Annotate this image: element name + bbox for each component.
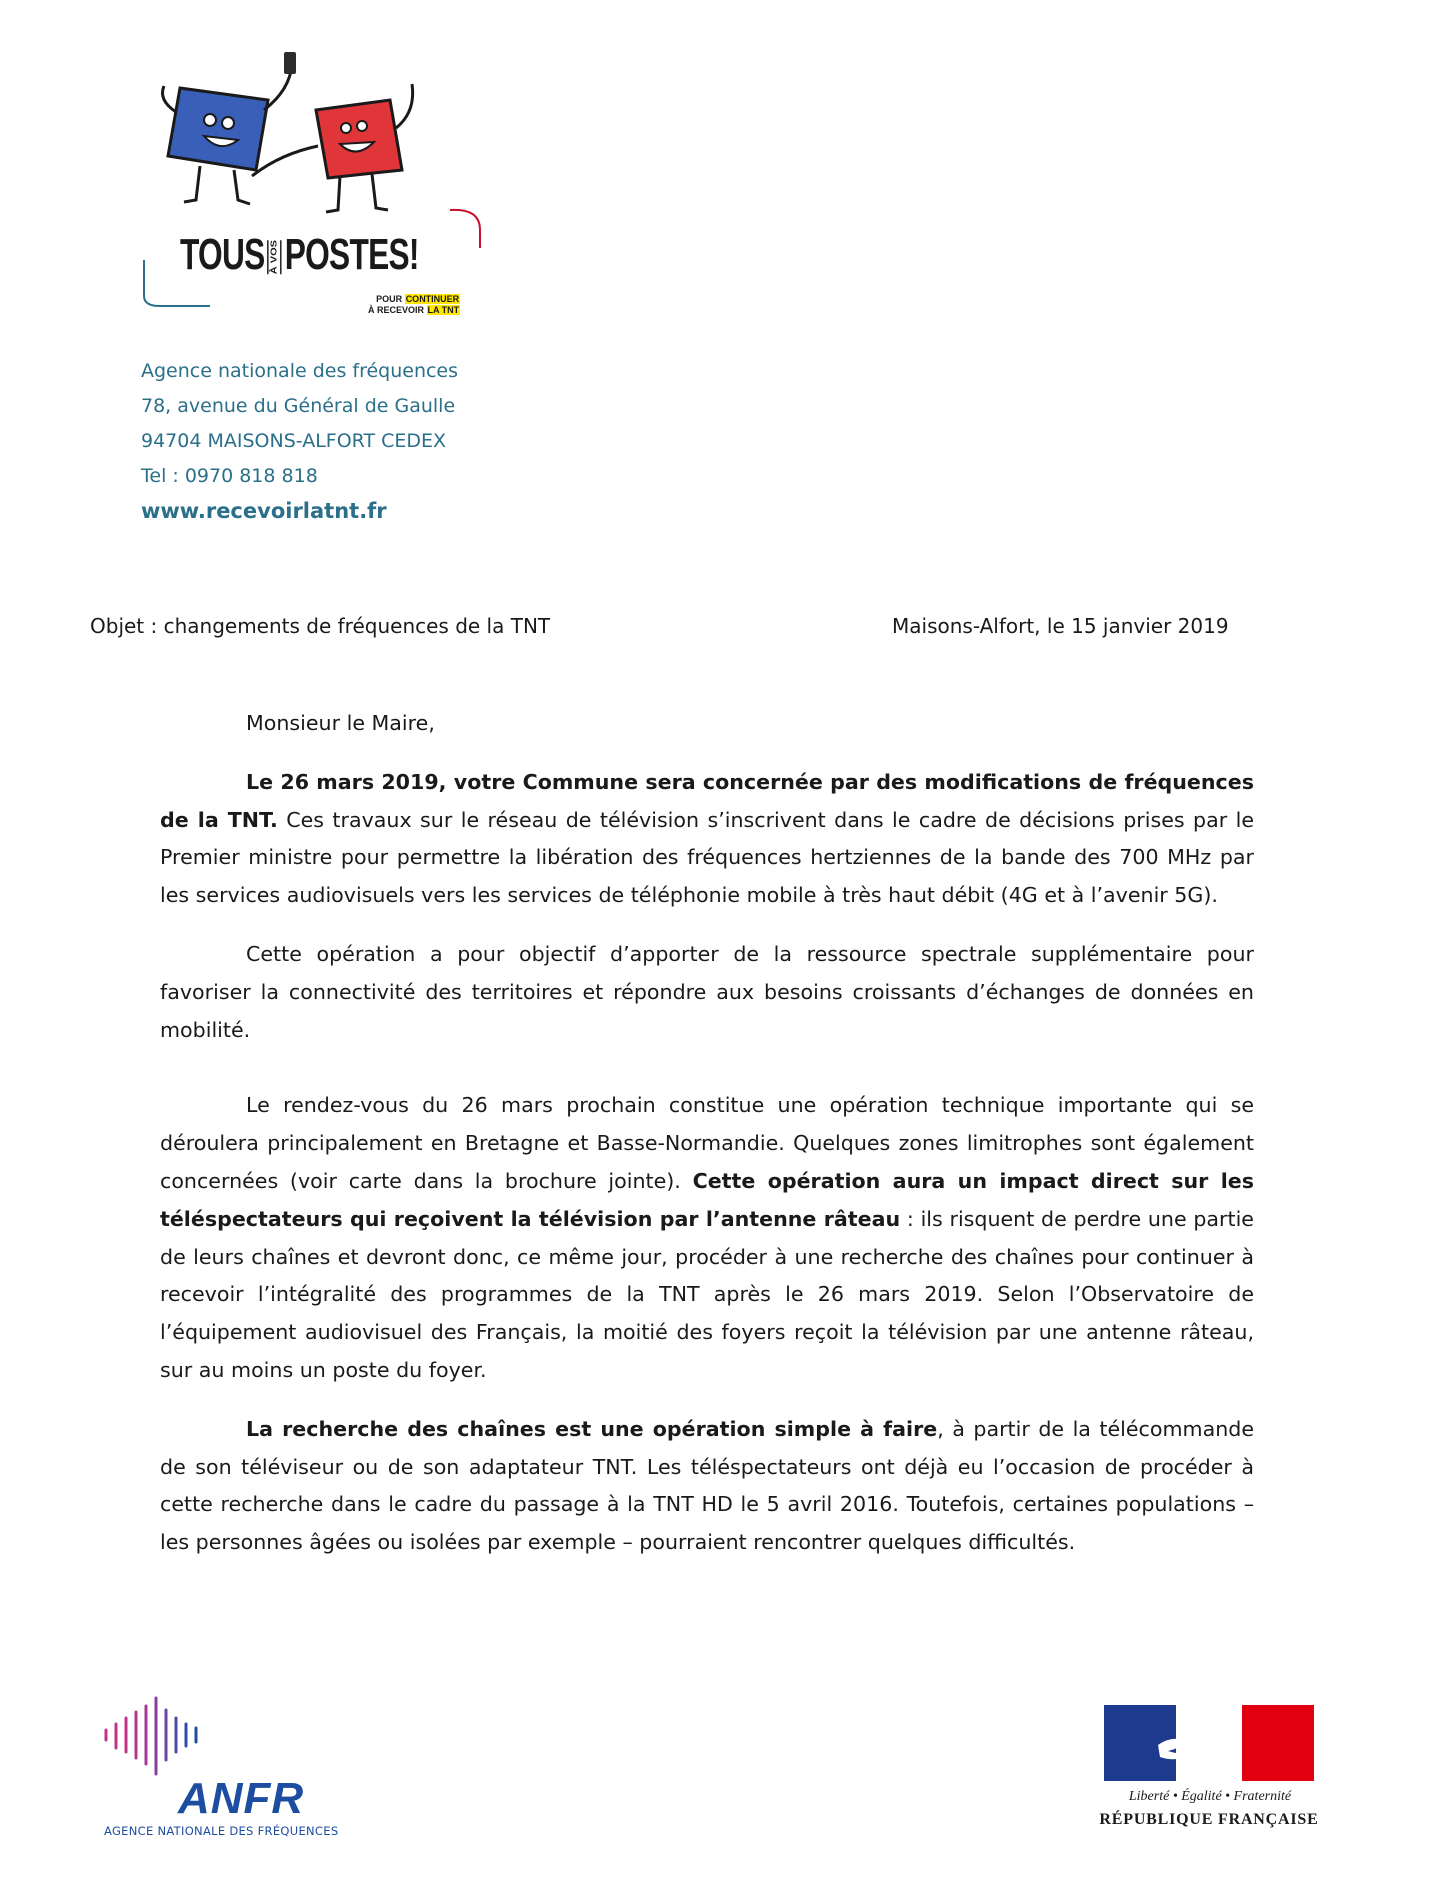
sender-phone: Tel : 0970 818 818 [141, 465, 318, 487]
logo-title-mid: À VOS [267, 240, 281, 274]
paragraph-4-bold: La recherche des chaînes est une opération simple à faire [246, 1416, 938, 1441]
paragraph-1-bold: Le 26 mars 2019, votre Commune sera concernée par des modifications de fréquences de la TNT. [160, 769, 1254, 832]
logo-title-right: POSTES! [284, 230, 419, 279]
paragraph-3-text-a: Le rendez-vous du 26 mars prochain constitue une opération technique importante qui se déroulera principalement en Bretagne et Basse-Normandie. Quelques zones limitrophes sont également concernées (voir carte dans la brochure jointe). [160, 1093, 1254, 1193]
sender-street: 78, avenue du Général de Gaulle [141, 395, 456, 417]
salutation: Monsieur le Maire, [246, 711, 435, 735]
paragraph-1 [160, 764, 1254, 915]
sender-name: Agence nationale des fréquences [141, 360, 459, 382]
paragraph-4 [160, 1411, 1254, 1562]
logo-sub-2a: À RECEVOIR [368, 305, 427, 315]
sender-website-link[interactable]: www.recevoirlatnt.fr [141, 499, 387, 523]
logo-sub-1a: POUR [376, 294, 405, 304]
logo-title-left: TOUS [180, 230, 265, 279]
letter-object: Objet : changements de fréquences de la TNT [90, 614, 551, 638]
paragraph-4-text: , à partir de la télécommande de son téléviseur ou de son adaptateur TNT. Les téléspectateurs ont déjà eu l’occasion de procéder à cette recherche dans le cadre du passage à la TNT HD le 5 avril 2016. Toutefois, certaines populations – les personnes âgées ou isolées par exemple – pourraient rencontrer quelques difficultés. [160, 1416, 1255, 1555]
anfr-logo [100, 1690, 340, 1840]
letter-body [160, 705, 1254, 1562]
rf-name: RÉPUBLIQUE FRANÇAISE [1099, 1811, 1319, 1828]
republique-francaise-logo [1098, 1705, 1320, 1835]
sender-address [141, 354, 458, 529]
logo-sub-2b: LA TNT [427, 305, 460, 315]
rf-motto: Liberté • Égalité • Fraternité [1128, 1789, 1292, 1804]
campaign-logo [140, 50, 500, 330]
paragraph-2: Cette opération a pour objectif d’apporter de la ressource spectrale supplémentaire pour favoriser la connectivité des territoires et répondre aux besoins croissants d’échanges de données en mobilité. [160, 941, 1254, 1042]
logo-subtitle [368, 294, 460, 316]
logo-sub-1b: CONTINUER [405, 294, 460, 304]
anfr-waveform-icon [100, 1690, 340, 1780]
marianne-flag-icon [1098, 1705, 1320, 1785]
anfr-wordmark: ANFR [178, 1774, 305, 1823]
paragraph-3 [160, 1087, 1254, 1389]
paragraph-3-bold: Cette opération aura un impact direct sur les téléspectateurs qui reçoivent la télévision par l’antenne râteau [160, 1168, 1254, 1231]
letter-date: Maisons-Alfort, le 15 janvier 2019 [892, 614, 1229, 638]
logo-bracket-lines [140, 50, 500, 330]
paragraph-3-text-b: : ils risquent de perdre une partie de leurs chaînes et devront donc, ce même jour, procéder à une recherche des chaînes pour continuer à recevoir l’intégralité des programmes de la TNT après le 26 mars 2019. Selon l’Observatoire de l’équipement audiovisuel des Français, la moitié des foyers reçoit la télévision par une antenne râteau, sur au moins un poste du foyer. [160, 1206, 1254, 1382]
logo-title [180, 230, 419, 280]
anfr-subtitle: AGENCE NATIONALE DES FRÉQUENCES [104, 1824, 339, 1838]
sender-city: 94704 MAISONS-ALFORT CEDEX [141, 430, 447, 452]
paragraph-1-text: Ces travaux sur le réseau de télévision s’inscrivent dans le cadre de décisions prises par le Premier ministre pour permettre la libération des fréquences hertziennes de la bande des 700 MHz par les services audiovisuels vers les services de téléphonie mobile à très haut débit (4G et à l’avenir 5G). [160, 807, 1254, 908]
